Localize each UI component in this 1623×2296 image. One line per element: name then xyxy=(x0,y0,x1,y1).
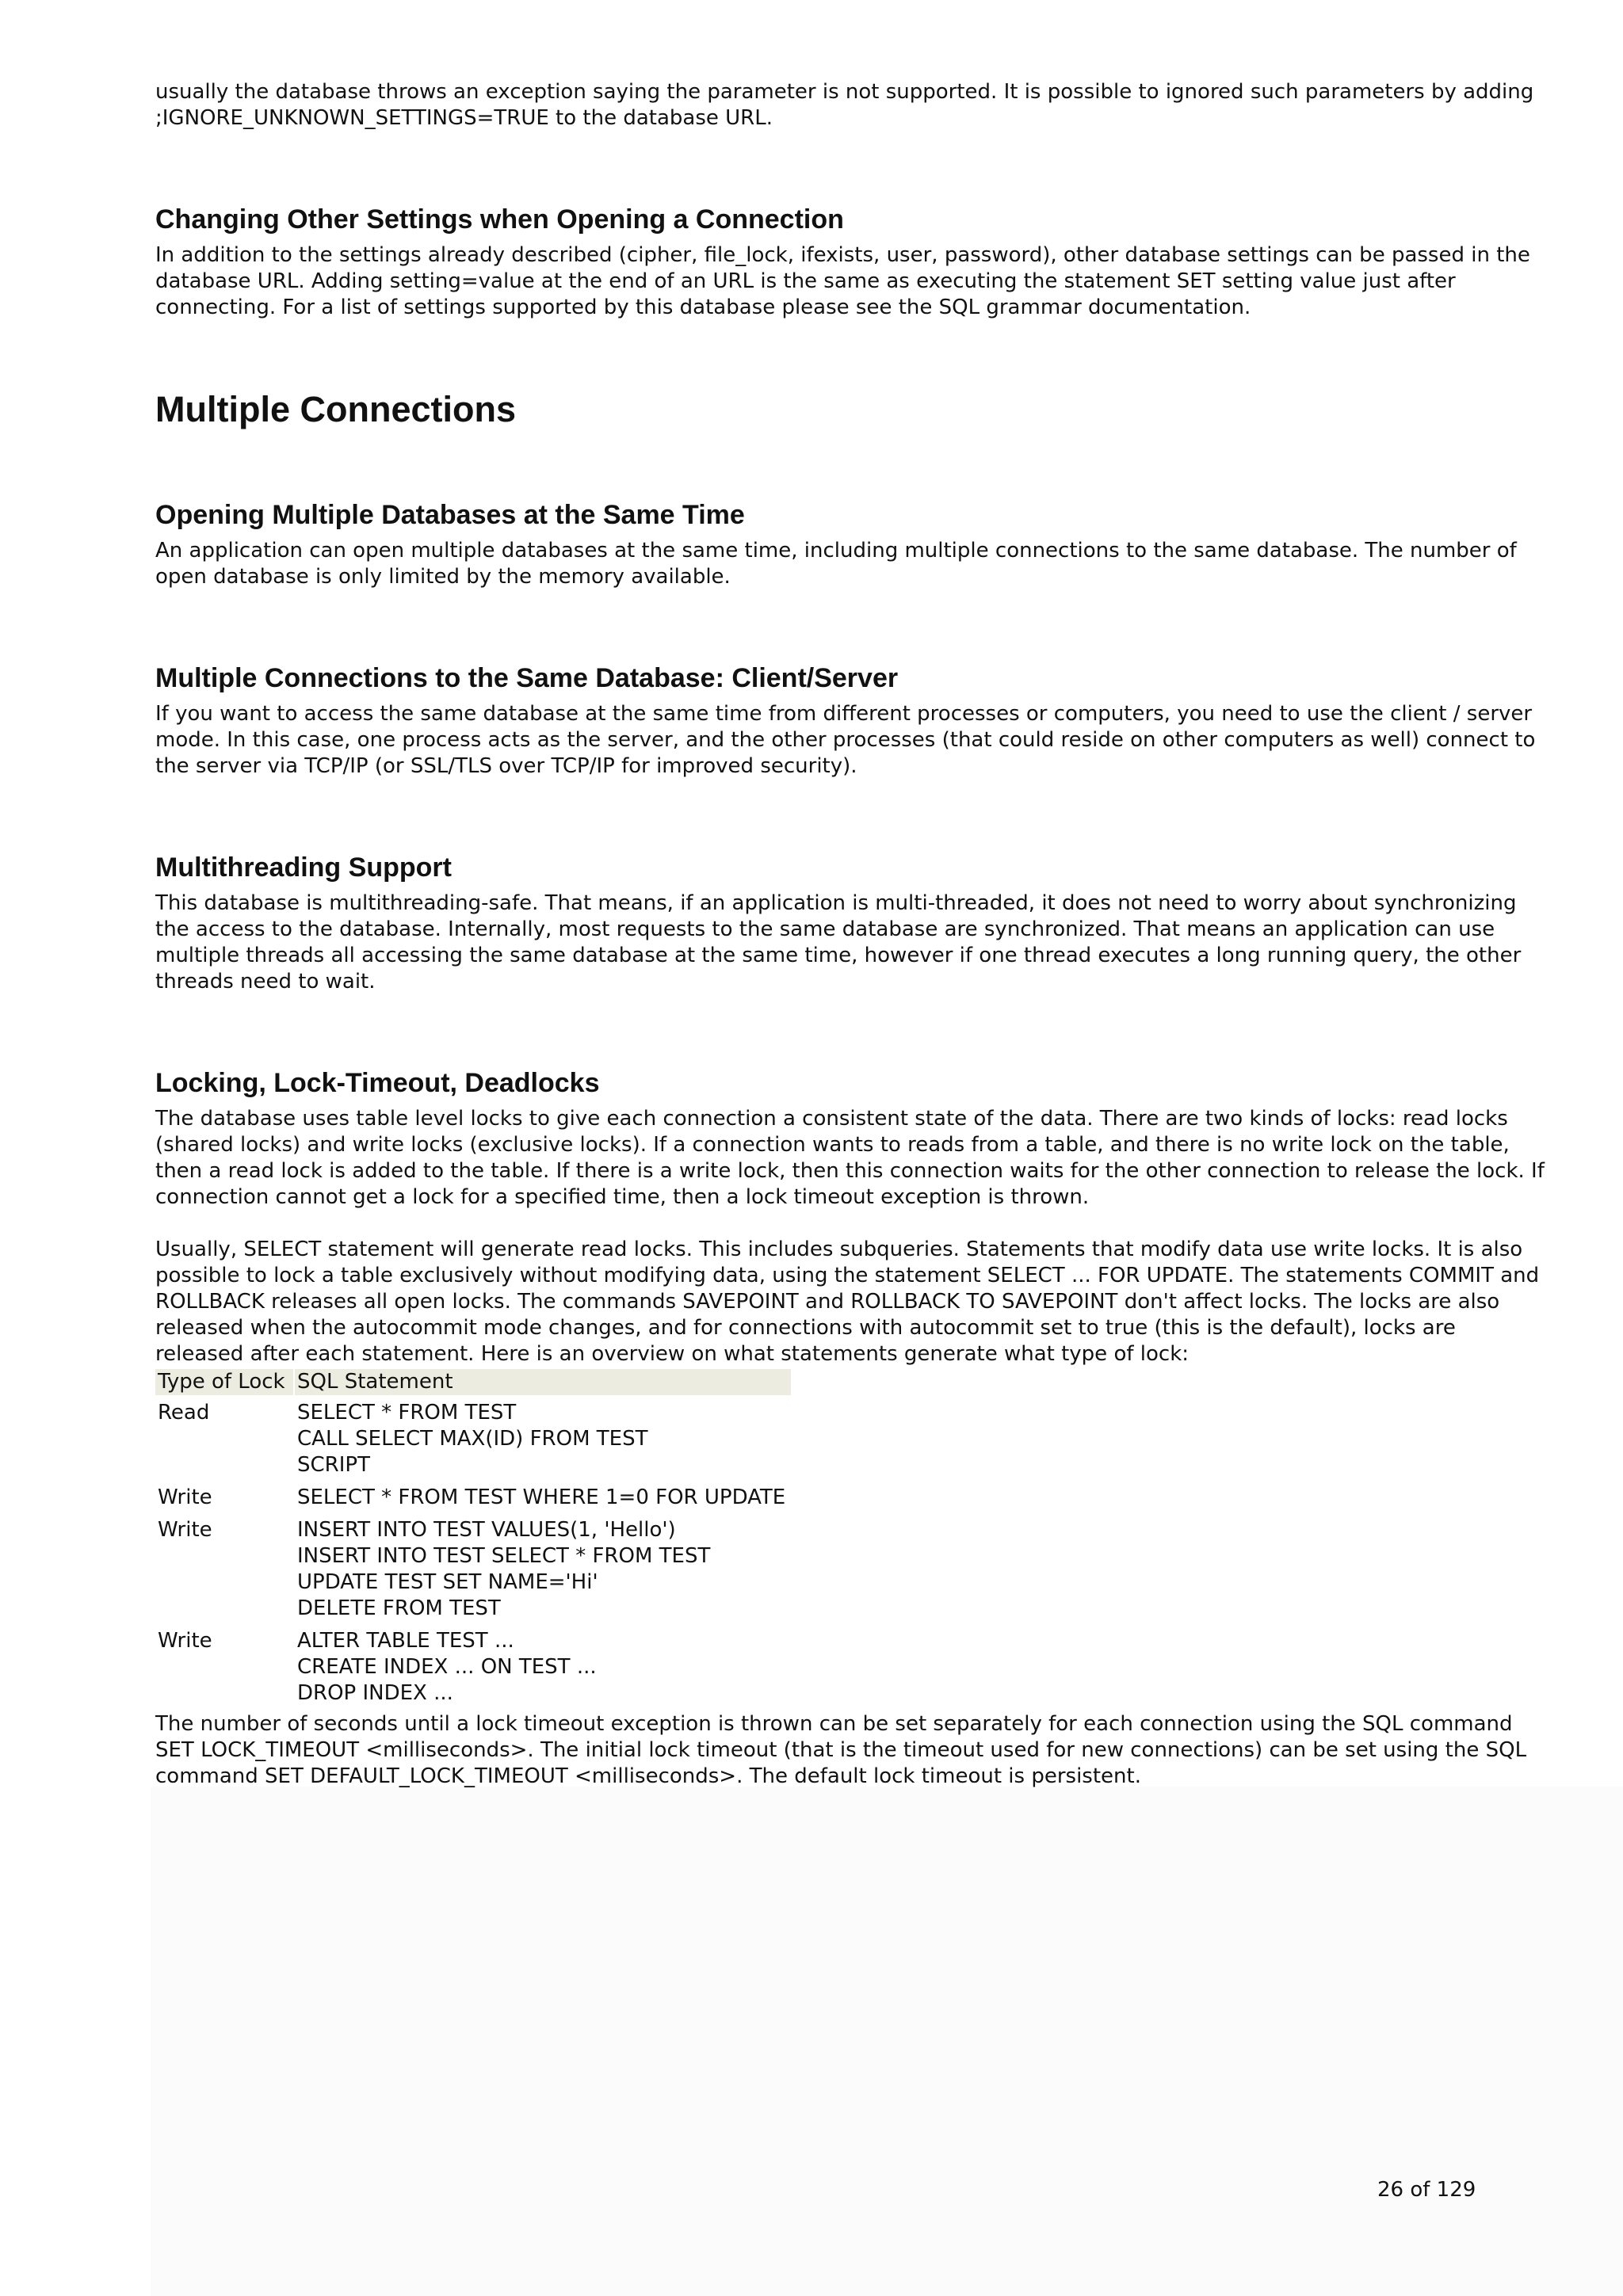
sql-statement: UPDATE TEST SET NAME='Hi' xyxy=(297,1570,598,1594)
sql-statement: DELETE FROM TEST xyxy=(297,1596,501,1620)
chapter-heading-multiple-connections: Multiple Connections xyxy=(155,389,516,429)
document-body xyxy=(155,79,1550,1790)
section-heading-client-server: Multiple Connections to the Same Database: Client/Server xyxy=(155,663,899,693)
locking-paragraph-1: The database uses table level locks to give each connection a consistent state of the data. There are two kinds of locks: read locks (shared locks) and write locks (exclusive locks). If a connection wants to reads from a table, and there is no write lock on the table, then a read lock is added to the table. If there is a write lock, then this connection waits for the other connection to release the lock. If connection cannot get a lock for a specified time, then a lock timeout exception is thrown. xyxy=(155,1107,1545,1209)
table-row xyxy=(155,1482,791,1512)
sql-statement: CALL SELECT MAX(ID) FROM TEST xyxy=(297,1427,648,1451)
table-row xyxy=(155,1514,791,1623)
page-background-shade xyxy=(151,1787,1623,2296)
lock-type-cell: Write xyxy=(158,1629,212,1653)
section-heading-opening-multiple: Opening Multiple Databases at the Same Time xyxy=(155,500,745,530)
sql-statement: SELECT * FROM TEST xyxy=(297,1401,517,1425)
table-row xyxy=(155,1397,791,1480)
section-heading-locking: Locking, Lock-Timeout, Deadlocks xyxy=(155,1068,600,1098)
lock-type-cell: Read xyxy=(158,1401,210,1425)
table-header-statement: SQL Statement xyxy=(295,1369,791,1395)
sql-statement: INSERT INTO TEST VALUES(1, 'Hello') xyxy=(297,1518,676,1542)
table-header-row xyxy=(155,1369,791,1395)
intro-paragraph: usually the database throws an exception saying the parameter is not supported. It is possible to ignored such parameters by adding ;IGNORE_UNKNOWN_SETTINGS=TRUE to the database URL. xyxy=(155,80,1534,130)
locking-paragraph-3: The number of seconds until a lock timeout exception is thrown can be set separately for each connection using the SQL command SET LOCK_TIMEOUT <milliseconds>. The initial lock timeout (that is the timeout used for new connections) can be set using the SQL command SET DEFAULT_LOCK_TIMEOUT <milliseconds>. The default lock timeout is persistent. xyxy=(155,1712,1527,1788)
table-header-type: Type of Lock xyxy=(155,1369,293,1395)
lock-type-table xyxy=(154,1367,792,1710)
sql-statement-cell xyxy=(295,1397,791,1480)
sql-statement: DROP INDEX ... xyxy=(297,1681,453,1705)
sql-statement: CREATE INDEX ... ON TEST ... xyxy=(297,1655,597,1679)
sql-statement-cell xyxy=(295,1625,791,1708)
page-number: 26 of 129 xyxy=(1377,2178,1476,2202)
changing-settings-paragraph: In addition to the settings already described (cipher, file_lock, ifexists, user, password), other database settings can be passed in the database URL. Adding setting=value at the end of an URL is the same as executing the statement SET setting value just after connecting. For a list of settings supported by this database please see the SQL grammar documentation. xyxy=(155,243,1530,319)
sql-statement: INSERT INTO TEST SELECT * FROM TEST xyxy=(297,1544,711,1568)
locking-paragraph-2: Usually, SELECT statement will generate read locks. This includes subqueries. Statements that modify data use write locks. It is also possible to lock a table exclusively without modifying data, using the statement SELECT ... FOR UPDATE. The statements COMMIT and ROLLBACK releases all open locks. The commands SAVEPOINT and ROLLBACK TO SAVEPOINT don't affect locks. The locks are also released when the autocommit mode changes, and for connections with autocommit set to true (this is the default), locks are released after each statement. Here is an overview on what statements generate what type of lock: xyxy=(155,1238,1540,1366)
lock-type-cell: Write xyxy=(158,1518,212,1542)
sql-statement: SCRIPT xyxy=(297,1453,370,1477)
lock-type-cell: Write xyxy=(158,1486,212,1509)
section-heading-changing-settings: Changing Other Settings when Opening a Connection xyxy=(155,204,844,235)
opening-multiple-paragraph: An application can open multiple databases at the same time, including multiple connections to the same database. The number of open database is only limited by the memory available. xyxy=(155,539,1517,589)
section-heading-multithreading: Multithreading Support xyxy=(155,852,452,883)
sql-statement: SELECT * FROM TEST WHERE 1=0 FOR UPDATE xyxy=(297,1486,786,1509)
client-server-paragraph: If you want to access the same database at the same time from different processes or computers, you need to use the client / server mode. In this case, one process acts as the server, and the other processes (that could reside on other computers as well) connect to the server via TCP/IP (or SSL/TLS over TCP/IP for improved security). xyxy=(155,702,1536,778)
sql-statement: ALTER TABLE TEST ... xyxy=(297,1629,514,1653)
sql-statement-cell xyxy=(295,1514,791,1623)
multithreading-paragraph: This database is multithreading-safe. That means, if an application is multi-threaded, it does not need to worry about synchronizing the access to the database. Internally, most requests to the same database are synchronized. That means an application can use multiple threads all accessing the same database at the same time, however if one thread executes a long running query, the other threads need to wait. xyxy=(155,891,1522,994)
table-row xyxy=(155,1625,791,1708)
sql-statement-cell xyxy=(295,1482,791,1512)
